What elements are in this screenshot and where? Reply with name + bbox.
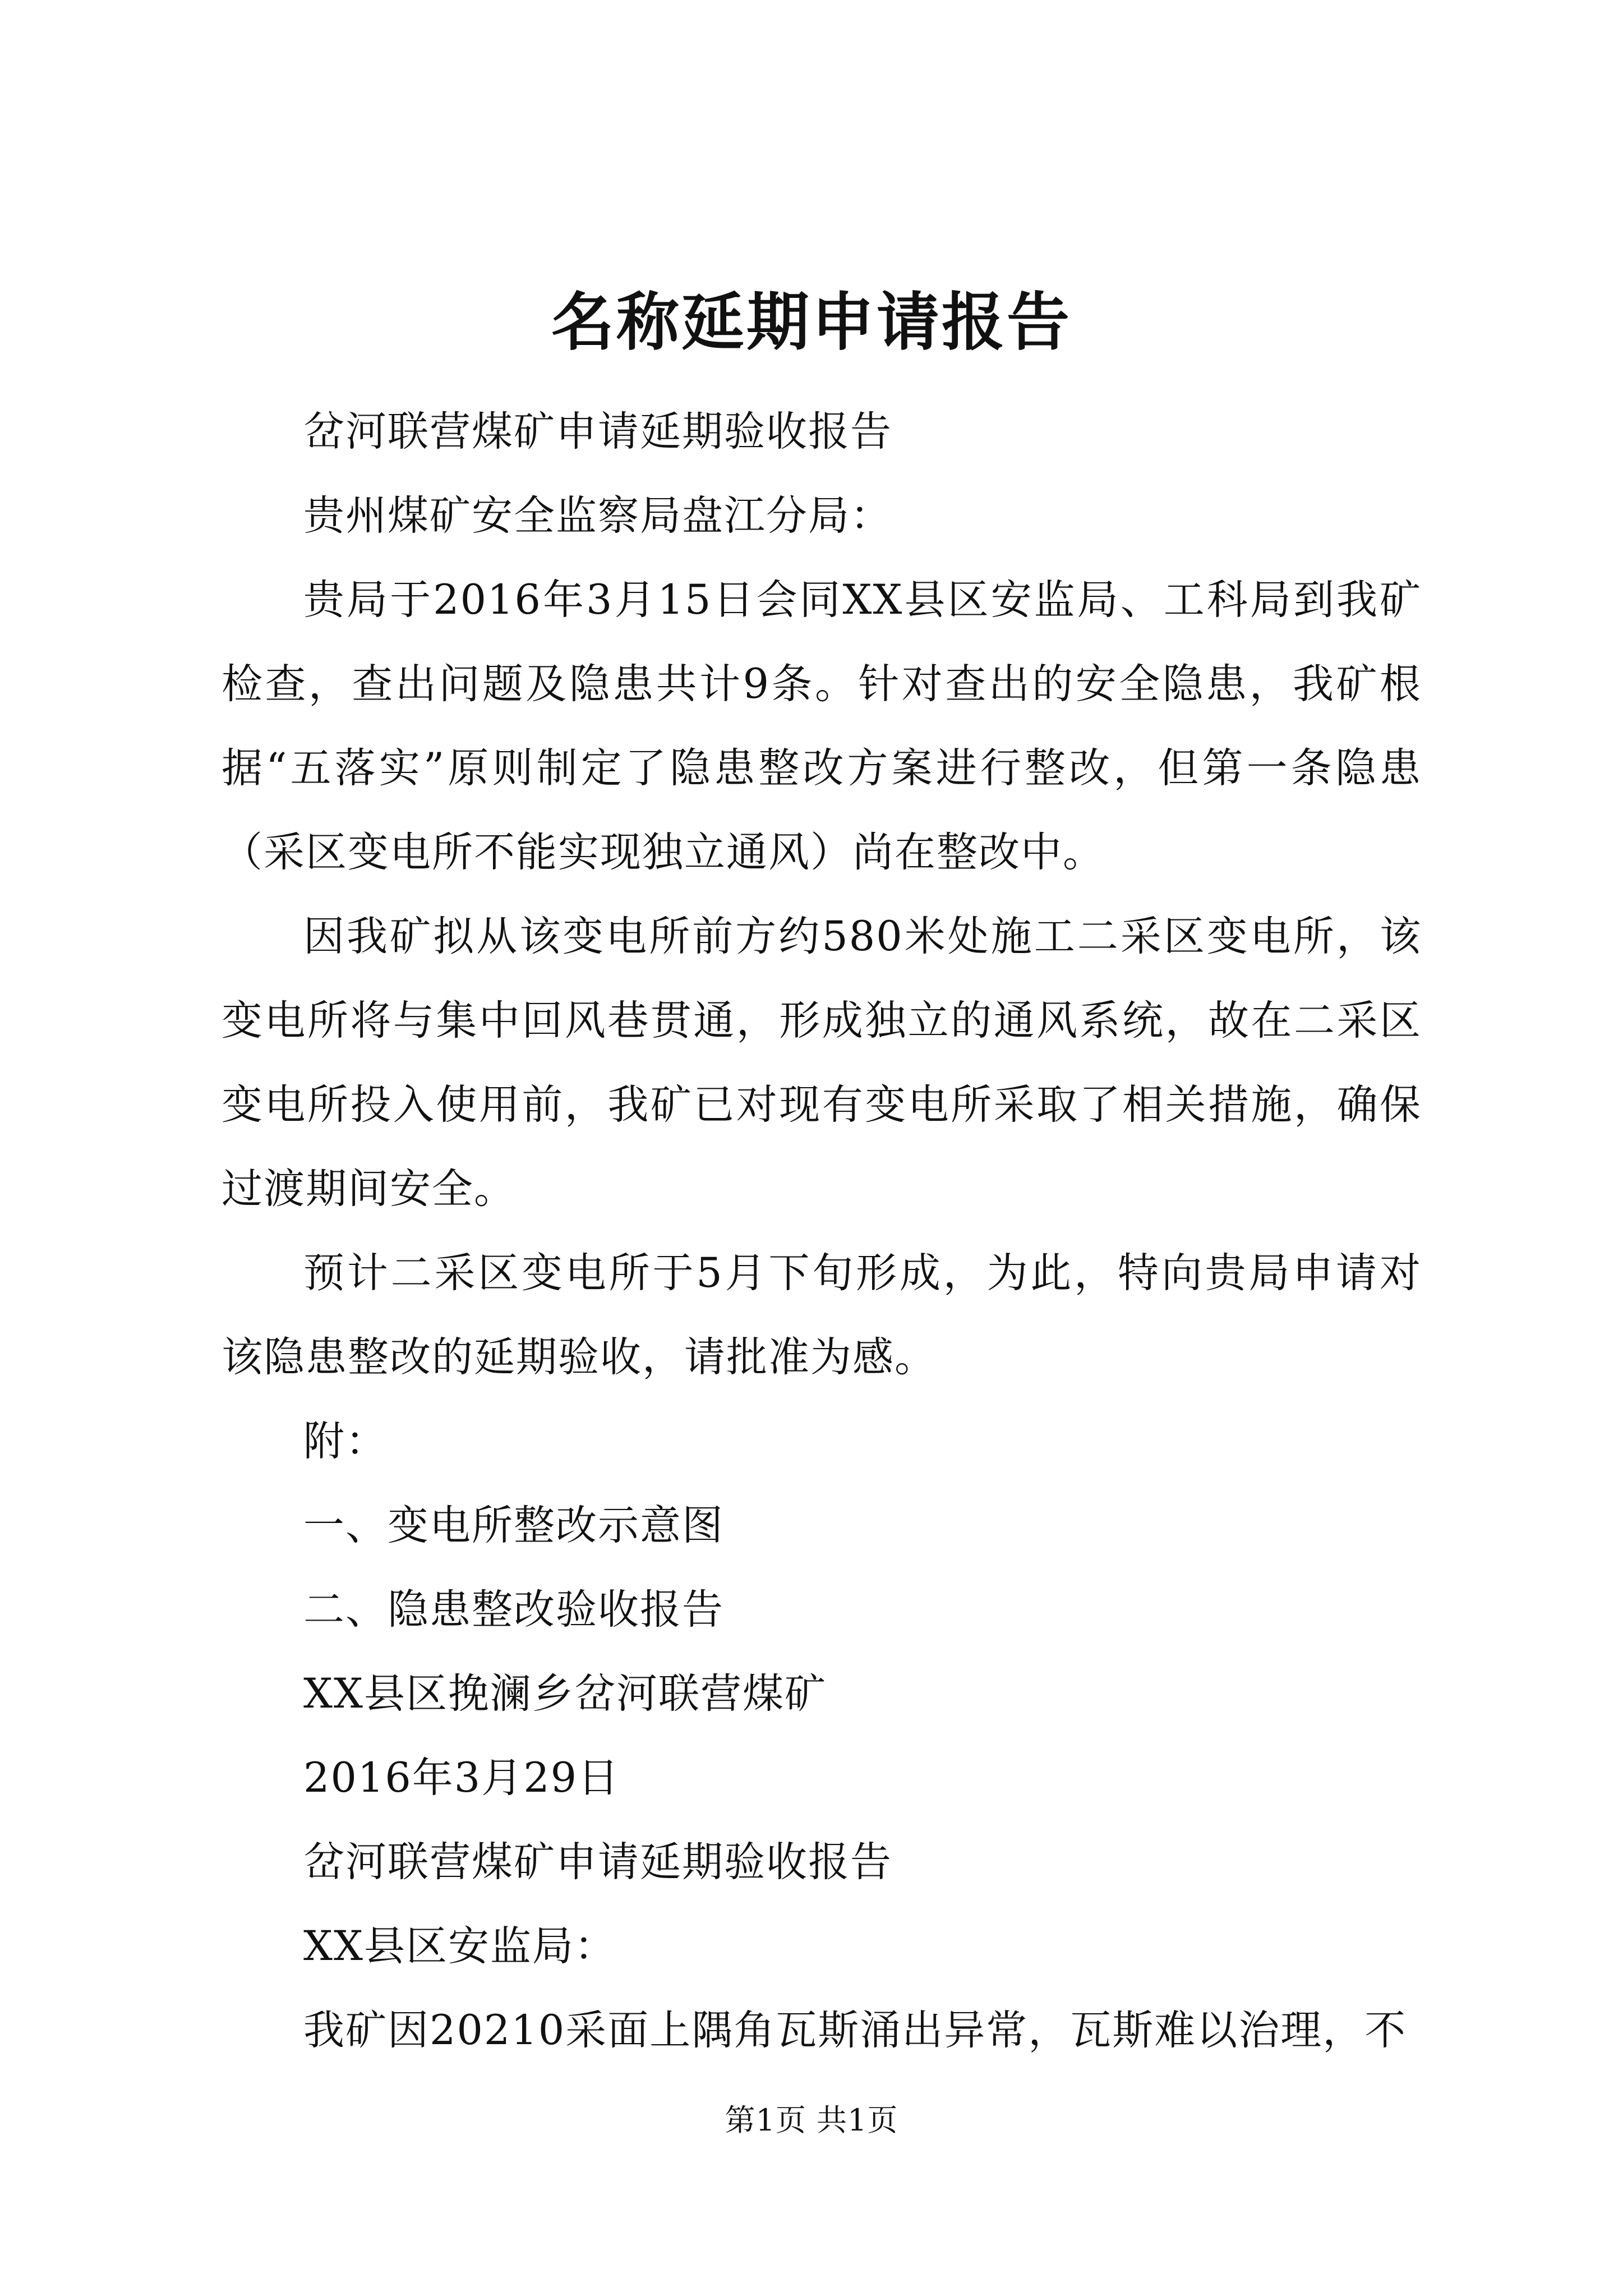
attachment-item: 二、隐患整改验收报告 (303, 1586, 724, 1634)
signature: XX县区挽澜乡岔河联营煤矿 (303, 1670, 827, 1718)
report-heading: 岔河联营煤矿申请延期验收报告 (303, 1838, 892, 1886)
paragraph-request: 预计二采区变电所于5月下旬形成，为此，特向贵局申请对该隐患整改的延期验收，请批准为感。 (222, 1249, 1422, 1381)
paragraph-inspection: 贵局于2016年3月15日会同XX县区安监局、工科局到我矿检查，查出问题及隐患共计9条。针对查出的安全隐患，我矿根据“五落实”原则制定了隐患整改方案进行整改，但第一条隐患（采区变电所不能实现独立通风）尚在整改中。 (222, 576, 1422, 876)
document-title: 名称延期申请报告 (551, 286, 1072, 359)
document-body (222, 390, 1422, 2073)
salutation: XX县区安监局： (303, 1922, 616, 1970)
report-heading: 岔河联营煤矿申请延期验收报告 (303, 408, 892, 455)
attachment-item: 一、变电所整改示意图 (303, 1502, 724, 1549)
paragraph-substation: 因我矿拟从该变电所前方约580米处施工二采区变电所，该变电所将与集中回风巷贯通，形成独立的通风系统，故在二采区变电所投入使用前，我矿已对现有变电所采取了相关措施，确保过渡期间安全。 (222, 913, 1422, 1213)
attachment-label: 附： (303, 1418, 388, 1465)
date: 2016年3月29日 (303, 1754, 620, 1802)
page-footer: 第1页 共1页 (725, 2102, 898, 2138)
salutation: 贵州煤矿安全监察局盘江分局： (303, 492, 892, 540)
paragraph-gas: 我矿因20210采面上隅角瓦斯涌出异常，瓦斯难以治理，不 (303, 2007, 1407, 2054)
